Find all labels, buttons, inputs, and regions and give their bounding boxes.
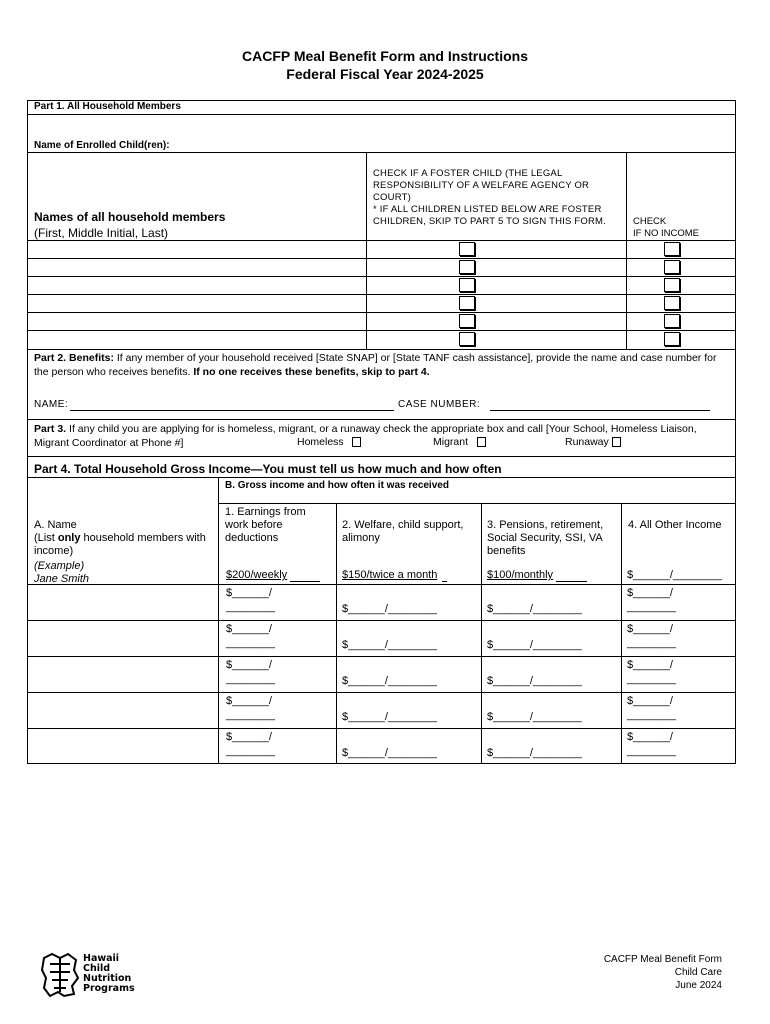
row1-welfare[interactable]: $______/________: [342, 603, 437, 615]
foster-checkbox-3[interactable]: [459, 278, 475, 292]
no-income-checkbox-5[interactable]: [664, 314, 680, 328]
row1-other-b[interactable]: ________: [627, 601, 676, 613]
row4-welfare[interactable]: $______/________: [342, 711, 437, 723]
no-income-checkbox-4[interactable]: [664, 296, 680, 310]
footer-line2: Child Care: [674, 967, 722, 978]
homeless-label: Homeless: [297, 436, 344, 448]
col-a-sub-bold: only: [57, 532, 81, 544]
runaway-label: Runaway: [565, 436, 609, 448]
foster-checkbox-6[interactable]: [459, 332, 475, 346]
part4-heading: Part 4. Total Household Gross Income—You must tell us how much and how often: [34, 462, 502, 476]
hawaii-cnp-logo: [40, 952, 140, 1000]
row4-pensions[interactable]: $______/________: [487, 711, 582, 723]
part3-body: If any child you are applying for is homeless, migrant, or a runaway check the appropriate box and call [Your School, Homeless Liaison, Migrant Coordinator at Phone #]: [34, 423, 697, 449]
row2-other-a[interactable]: $______/: [627, 623, 673, 635]
foster-check-text: CHECK IF A FOSTER CHILD (THE LEGAL RESPONSIBILITY OF A WELFARE AGENCY OR COURT): [373, 168, 590, 203]
row5-earnings-a[interactable]: $______/: [226, 731, 272, 743]
example-name: Jane Smith: [34, 573, 90, 585]
foster-checkbox-2[interactable]: [459, 260, 475, 274]
row3-other-a[interactable]: $______/: [627, 659, 673, 671]
foster-checkbox-5[interactable]: [459, 314, 475, 328]
part2-heading: Part 2. Benefits:: [34, 352, 114, 364]
no-income-label-1: CHECK: [633, 216, 667, 227]
no-income-checkbox-6[interactable]: [664, 332, 680, 346]
row3-earnings-a[interactable]: $______/: [226, 659, 272, 671]
row5-other-b[interactable]: ________: [627, 745, 676, 757]
row3-other-b[interactable]: ________: [627, 673, 676, 685]
col-a-name: A. Name: [34, 519, 77, 531]
row2-other-b[interactable]: ________: [627, 637, 676, 649]
row3-welfare[interactable]: $______/________: [342, 675, 437, 687]
part2-text: [34, 351, 724, 379]
col-a-sub-1: (List: [34, 532, 58, 544]
row1-earnings-b[interactable]: ________: [226, 601, 275, 613]
col1-header: 1. Earnings from work before deductions: [225, 506, 306, 544]
row5-earnings-b[interactable]: ________: [226, 745, 275, 757]
row1-pensions[interactable]: $______/________: [487, 603, 582, 615]
example-earnings: $200/weekly: [226, 569, 288, 581]
foster-checkbox-4[interactable]: [459, 296, 475, 310]
homeless-checkbox[interactable]: [352, 437, 361, 447]
row2-earnings-b[interactable]: ________: [226, 637, 275, 649]
logo-line2: Child: [83, 963, 111, 974]
foster-checkbox-1[interactable]: [459, 242, 475, 256]
row2-earnings-a[interactable]: $______/: [226, 623, 272, 635]
col-a-sub-2: household members with income): [34, 532, 206, 557]
col-a-sub: [34, 532, 216, 558]
gross-income-label: B. Gross income and how often it was received: [225, 480, 449, 491]
logo-line1: Hawaii: [83, 953, 120, 964]
row4-earnings-b[interactable]: ________: [226, 709, 275, 721]
logo-emblem-icon: [40, 952, 80, 998]
form-title: CACFP Meal Benefit Form and Instructions: [242, 48, 528, 64]
col4-header: 4. All Other Income: [628, 519, 722, 531]
household-names-label: Names of all household members: [34, 210, 226, 224]
runaway-checkbox[interactable]: [612, 437, 621, 447]
migrant-checkbox[interactable]: [477, 437, 486, 447]
row5-welfare[interactable]: $______/________: [342, 747, 437, 759]
row2-pensions[interactable]: $______/________: [487, 639, 582, 651]
example-pensions: $100/monthly: [487, 569, 554, 581]
no-income-checkbox-2[interactable]: [664, 260, 680, 274]
part3-heading: Part 3.: [34, 423, 67, 435]
migrant-label: Migrant: [433, 436, 469, 448]
logo-line3: Nutrition: [83, 973, 132, 984]
foster-check-label: [373, 168, 618, 228]
no-income-checkbox-3[interactable]: [664, 278, 680, 292]
benefit-name-field[interactable]: [70, 410, 394, 411]
row3-earnings-b[interactable]: ________: [226, 673, 275, 685]
part1-heading: Part 1. All Household Members: [34, 101, 181, 112]
row1-earnings-a[interactable]: $______/: [226, 587, 272, 599]
enrolled-children-label: Name of Enrolled Child(ren):: [34, 140, 170, 151]
row5-pensions[interactable]: $______/________: [487, 747, 582, 759]
row3-pensions[interactable]: $______/________: [487, 675, 582, 687]
footer-line3: June 2024: [675, 980, 722, 991]
example-other: $______/________: [627, 569, 722, 581]
part2-body: If any member of your household received [State SNAP] or [State TANF cash assistance], provide the name and case number for the person who receives benefits.: [34, 352, 717, 378]
row1-other-a[interactable]: $______/: [627, 587, 673, 599]
row4-other-b[interactable]: ________: [627, 709, 676, 721]
col2-header: 2. Welfare, child support, alimony: [342, 519, 464, 544]
household-names-sub: (First, Middle Initial, Last): [34, 226, 169, 240]
example-welfare: $150/twice a month: [342, 569, 438, 581]
form-subtitle: Federal Fiscal Year 2024-2025: [286, 66, 484, 82]
case-number-label: CASE NUMBER:: [398, 399, 481, 410]
foster-note-text: * IF ALL CHILDREN LISTED BELOW ARE FOSTER CHILDREN, SKIP TO PART 5 TO SIGN THIS FORM.: [373, 204, 606, 227]
example-label: (Example): [34, 560, 85, 572]
row4-earnings-a[interactable]: $______/: [226, 695, 272, 707]
no-income-checkbox-1[interactable]: [664, 242, 680, 256]
row5-other-a[interactable]: $______/: [627, 731, 673, 743]
case-number-field[interactable]: [490, 410, 710, 411]
part2-skip: If no one receives these benefits, skip to part 4.: [193, 366, 430, 378]
logo-line4: Programs: [83, 983, 135, 994]
row4-other-a[interactable]: $______/: [627, 695, 673, 707]
row2-welfare[interactable]: $______/________: [342, 639, 437, 651]
footer-line1: CACFP Meal Benefit Form: [603, 954, 722, 965]
benefit-name-label: NAME:: [34, 399, 69, 410]
col3-header: 3. Pensions, retirement, Social Security, SSI, VA benefits: [487, 519, 604, 557]
no-income-label-2: IF NO INCOME: [633, 228, 699, 239]
